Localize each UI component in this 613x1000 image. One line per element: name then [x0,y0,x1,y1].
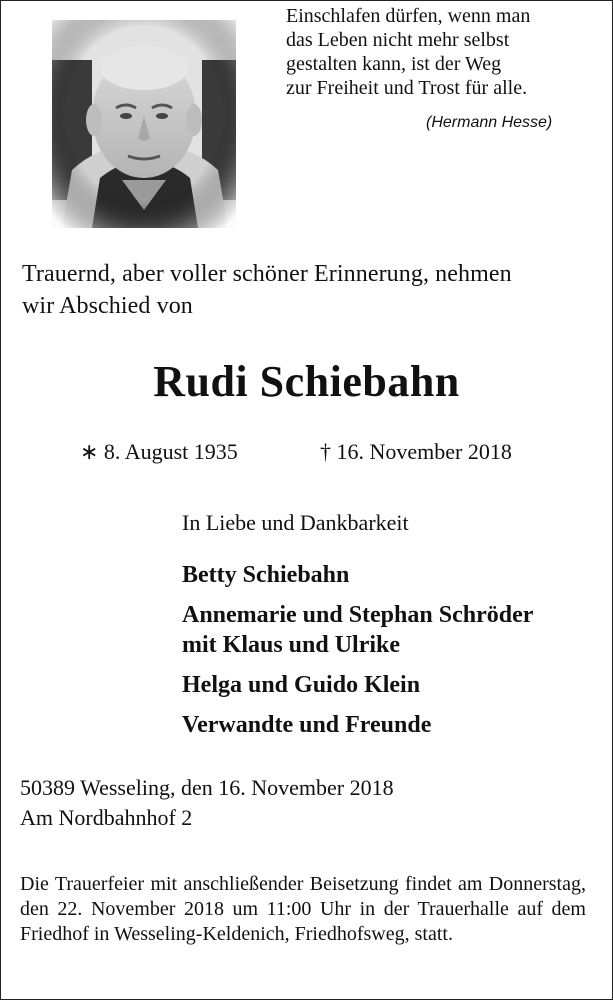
quote-line: zur Freiheit und Trost für alle. [286,77,528,99]
quote-line: Einschlafen dürfen, wenn man [286,5,531,27]
hesse-quote [286,4,586,100]
death-date: † 16. November 2018 [320,439,512,464]
intro-text [22,258,592,322]
place-and-date [20,773,394,833]
portrait-photo [52,20,236,228]
quote-line: gestalten kann, ist der Weg [286,53,502,75]
quote-line: das Leben nicht mehr selbst [286,29,510,51]
mourner-name: Verwandte und Freunde [182,712,432,738]
intro-line: Trauernd, aber voller schöner Erinnerung, nehmen [22,261,512,287]
birth-date: ∗ 8. August 1935 [80,439,238,464]
address-line: Am Nordbahnhof 2 [20,805,193,830]
mourner-name: mit Klaus und Ulrike [182,632,401,658]
quote-author: (Hermann Hesse) [426,114,553,131]
funeral-notice: Die Trauerfeier mit anschließender Beisetzung findet am Donnerstag, den 22. November 2018 um 11:00 Uhr in der Trauerhalle auf dem Friedhof in Wesseling-Keldenich, Friedhofsweg, statt. [20,873,586,945]
mourner-name: Helga und Guido Klein [182,672,421,698]
mourner-name: Annemarie und Stephan Schröder [182,602,534,628]
place-line: 50389 Wesseling, den 16. November 2018 [20,775,394,800]
mourner-name: Betty Schiebahn [182,562,350,588]
closing-phrase: In Liebe und Dankbarkeit [182,510,409,535]
intro-line: wir Abschied von [22,293,193,319]
deceased-name: Rudi Schiebahn [153,357,460,406]
mourners-list [182,560,533,750]
